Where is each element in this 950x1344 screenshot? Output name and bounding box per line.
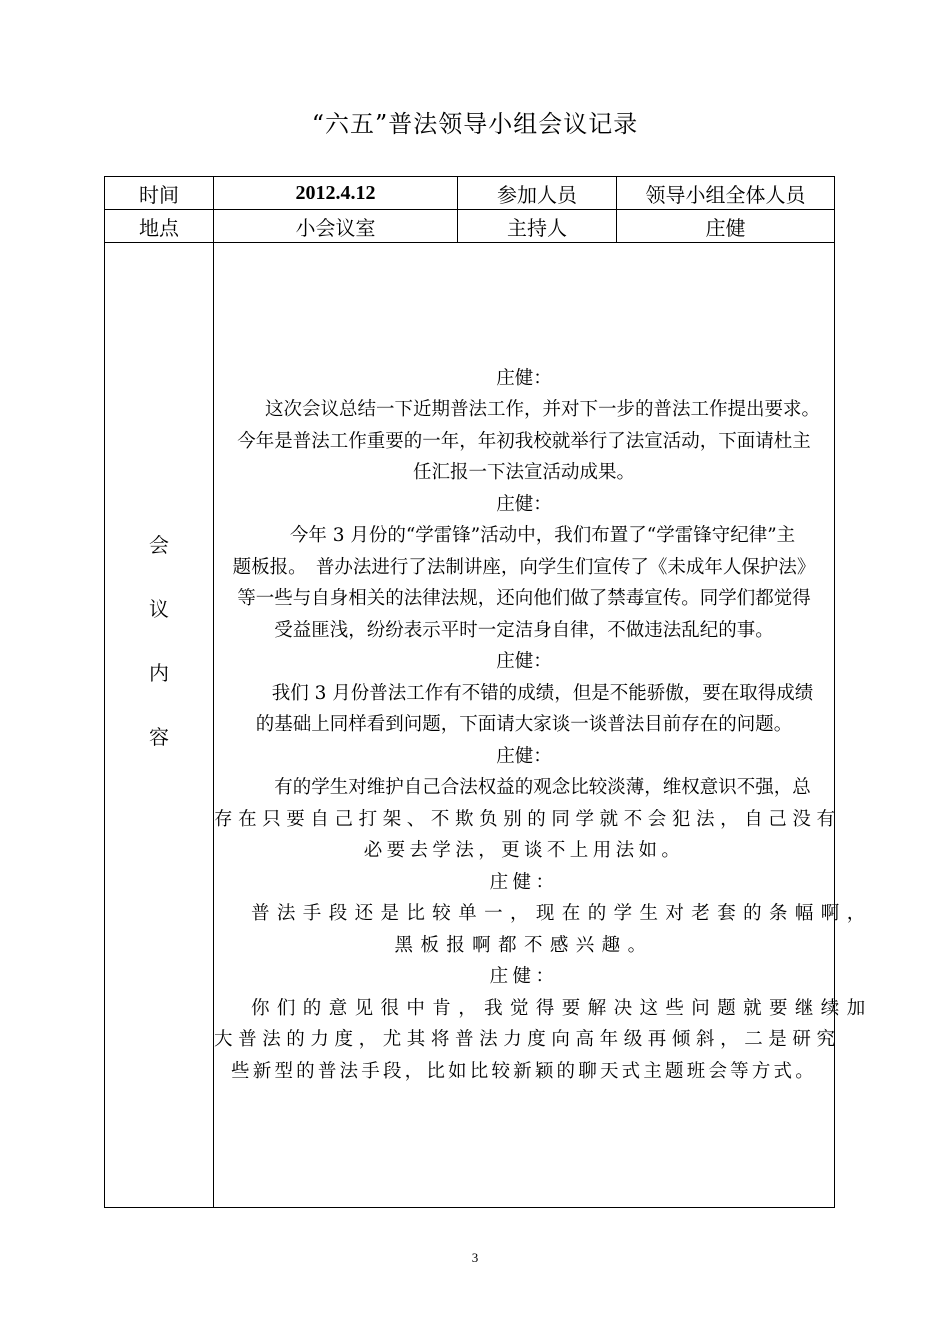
- content-line: 存在只要自己打架、不欺负别的同学就不会犯法，自己没有: [214, 808, 841, 830]
- content-label-char: 容: [149, 725, 169, 749]
- content-line: 普法手段还是比较单一，现在的学生对老套的条幅啊，: [251, 903, 873, 925]
- host-value: 庄健: [617, 210, 835, 243]
- content-line: 受益匪浅，纷纷表示平时一定洁身自律，不做违法乱纪的事。: [274, 619, 774, 641]
- header-row-time: [105, 177, 835, 210]
- content-line: 我们 3 月份普法工作有不错的成绩，但是不能骄傲，要在取得成绩: [271, 682, 814, 704]
- content-line: 些新型的普法手段，比如比较新颖的聊天式主题班会等方式。: [231, 1060, 817, 1082]
- header-row-place: [105, 210, 835, 243]
- time-value: 2012.4.12: [214, 177, 458, 210]
- place-label: 地点: [105, 210, 214, 243]
- content-line: 庄健：: [496, 493, 552, 515]
- content-line: 大普法的力度，尤其将普法力度向高年级再倾斜，二是研究: [214, 1029, 841, 1051]
- attendees-value: 领导小组全体人员: [617, 177, 835, 210]
- content-row: [105, 243, 835, 1208]
- page-number: 3: [471, 1250, 479, 1265]
- content-line: 今年 3 月份的“学雷锋”活动中，我们布置了“学雷锋守纪律”主: [289, 525, 796, 547]
- content-label-char: 内: [149, 661, 169, 685]
- content-label-char: 议: [149, 597, 169, 621]
- content-line: 任汇报一下法宣活动成果。: [412, 462, 635, 484]
- attendees-label: 参加人员: [458, 177, 617, 210]
- content-line: 黑板报啊都不感兴趣。: [394, 934, 654, 956]
- content-line: 你们的意见很中肯，我觉得要解决这些问题就要继续加: [251, 997, 873, 1019]
- content-line: 庄健：: [496, 367, 552, 389]
- content-line: 有的学生对维护自己合法权益的观念比较淡薄，维权意识不强，总: [274, 777, 811, 799]
- content-line: 必要去学法，更谈不上用法如。: [363, 840, 685, 862]
- content-line: 的基础上同样看到问题，下面请大家谈一谈普法目前存在的问题。: [255, 714, 793, 736]
- content-label-char: 会: [149, 533, 169, 557]
- content-line: 庄健：: [489, 871, 559, 893]
- content-line: 庄健：: [496, 745, 552, 767]
- content-line: 这次会议总结一下近期普法工作，并对下一步的普法工作提出要求。: [264, 399, 820, 421]
- page-title: “六五”普法领导小组会议记录: [311, 110, 639, 138]
- content-line: 今年是普法工作重要的一年，年初我校就举行了法宣活动，下面请杜主: [237, 430, 811, 452]
- meeting-record-table: [104, 176, 873, 1208]
- place-value: 小会议室: [214, 210, 458, 243]
- meeting-content: [214, 243, 873, 1208]
- content-line: 庄健：: [496, 651, 552, 673]
- content-line: 等一些与自身相关的法律法规，还向他们做了禁毒宣传。同学们都觉得: [237, 588, 811, 610]
- content-line: 庄健：: [489, 966, 559, 988]
- content-line: 题板报。 普办法进行了法制讲座，向学生们宣传了《未成年人保护法》: [232, 556, 816, 578]
- content-label: [105, 243, 214, 1208]
- host-label: 主持人: [458, 210, 617, 243]
- time-label: 时间: [105, 177, 214, 210]
